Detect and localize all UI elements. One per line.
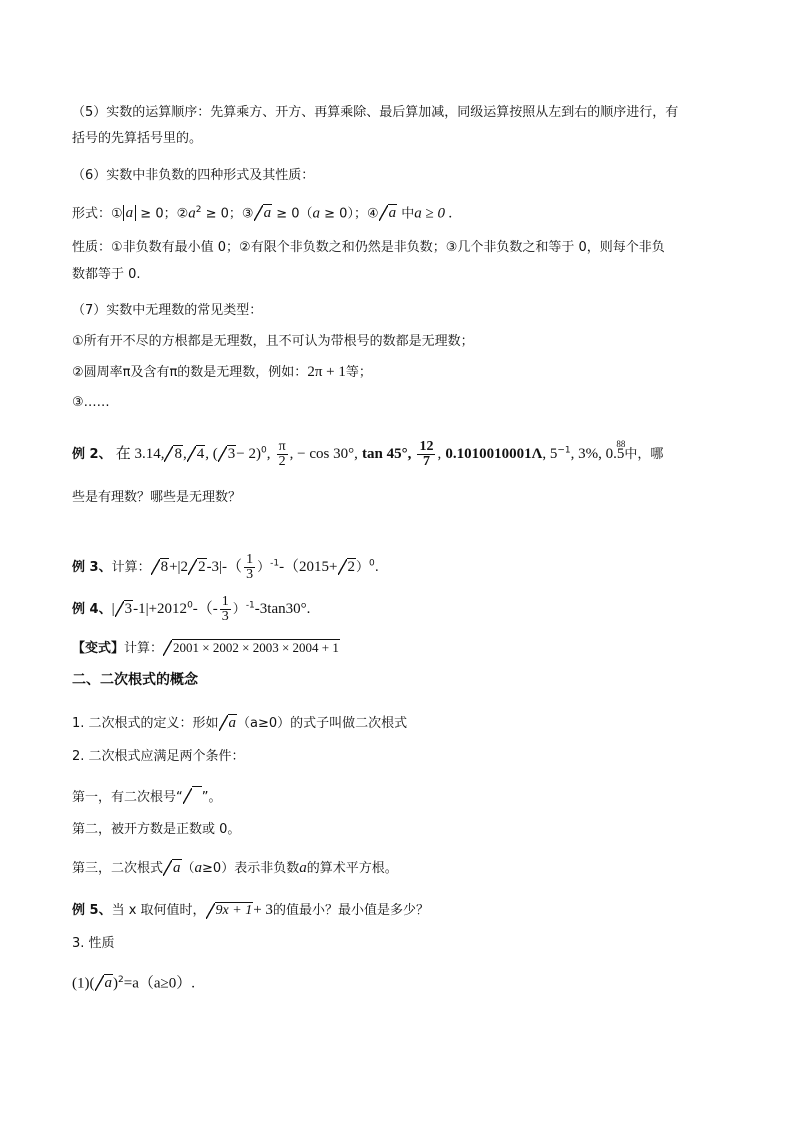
text-line: 第二，被开方数是正数或 0。 (72, 822, 241, 837)
sqrt: a (95, 973, 114, 993)
fraction: $\frac{1}{3}$ (246, 552, 254, 582)
sqrt: 3 (218, 444, 237, 464)
text-line: ②圆周率π及含有π的数是无理数，例如：2π + 1等； (72, 364, 372, 380)
sqrt: a (219, 713, 238, 733)
sqrt: 8 (164, 444, 183, 464)
sqrt: 2 (338, 557, 357, 577)
sqrt: 2 (188, 557, 207, 577)
text-line: 第三，二次根式 a（a≥0）表示非负数a的算术平方根。 (72, 860, 398, 876)
example-2: 例 2、 在 3.14, 8, 4, ( 3− 2)$^0$, $\frac{\pi}{2}$ , − cos 30°, tan 45°, $\frac{12}{7}$ , 0.1010010001Λ, $5^{-1}$, 3%, 0.5 88 中，哪 (72, 439, 664, 469)
forms-line: 形式：① a ≥ 0；$②a^2 \ge 0$；③ a ≥ 0（a ≥ 0）；④ a 中a ≥ 0 . (72, 205, 453, 222)
definition-line: 1. 二次根式的定义：形如 a（a≥0）的式子叫做二次根式 (72, 715, 408, 731)
text-line: （5）实数的运算顺序：先算乘方、开方、再算乘除、最后算加减，同级运算按照从左到右的顺序进行，有 (72, 105, 679, 120)
sqrt: 4 (187, 444, 206, 464)
sqrt: a (163, 858, 182, 878)
abs-value: a (123, 205, 137, 221)
fraction: $\frac{12}{7}$ (419, 439, 434, 469)
property-line: (1)( a)$^2$=a（a≥0）. (72, 975, 195, 992)
fraction: $\frac{1}{3}$ (221, 594, 229, 624)
text-line: （6）实数中非负数的四种形式及其性质： (72, 168, 315, 183)
sqrt: a (254, 203, 273, 223)
fraction: $\frac{\pi}{2}$ (278, 439, 286, 469)
sqrt: 2001 × 2002 × 2003 × 2004 + 1 (163, 638, 340, 658)
example-5: 例 5、当 x 取何值时， 9x + 1+ 3的值最小？最小值是多少？ (72, 900, 734, 921)
sqrt: 3 (115, 599, 134, 619)
variant-problem: 【变式】计算： 2001 × 2002 × 2003 × 2004 + 1 (72, 640, 339, 656)
sqrt: a (379, 203, 398, 223)
example-4: 例 4、| $3-1|+2012^0-(-$ $\frac{1}{3}$ ）$^{-1}$-3tan30°. (72, 594, 311, 624)
text-line: 2. 二次根式应满足两个条件： (72, 749, 245, 764)
sqrt: 9x + 1 (206, 901, 254, 921)
text-line: 第一，有二次根号“ ”。 (72, 786, 734, 808)
section-heading: 二、二次根式的概念 (72, 672, 198, 688)
sqrt-symbol (183, 786, 202, 807)
text-line: 括号的先算括号里的。 (72, 131, 203, 146)
text-line: 3. 性质 (72, 936, 115, 951)
text-line: 些是有理数？哪些是无理数？ (72, 490, 242, 505)
text-line: ①所有开不尽的方根都是无理数，且不可认为带根号的数都是无理数； (72, 334, 474, 349)
text-line: 数都等于 0. (72, 267, 141, 282)
text-line: （7）实数中无理数的常见类型： (72, 303, 263, 318)
example-3: 例 3、计算： 8+|2 2-3|-（ $\frac{1}{3}$ ）$^{-1}-(2015+ 2)^0$. (72, 552, 379, 582)
text-line: 性质：①非负数有最小值 0；②有限个非负数之和仍然是非负数；③几个非负数之和等于 0，则每个非负 (72, 240, 665, 255)
text-line: ③…… (72, 395, 110, 410)
sqrt: 8 (151, 557, 170, 577)
